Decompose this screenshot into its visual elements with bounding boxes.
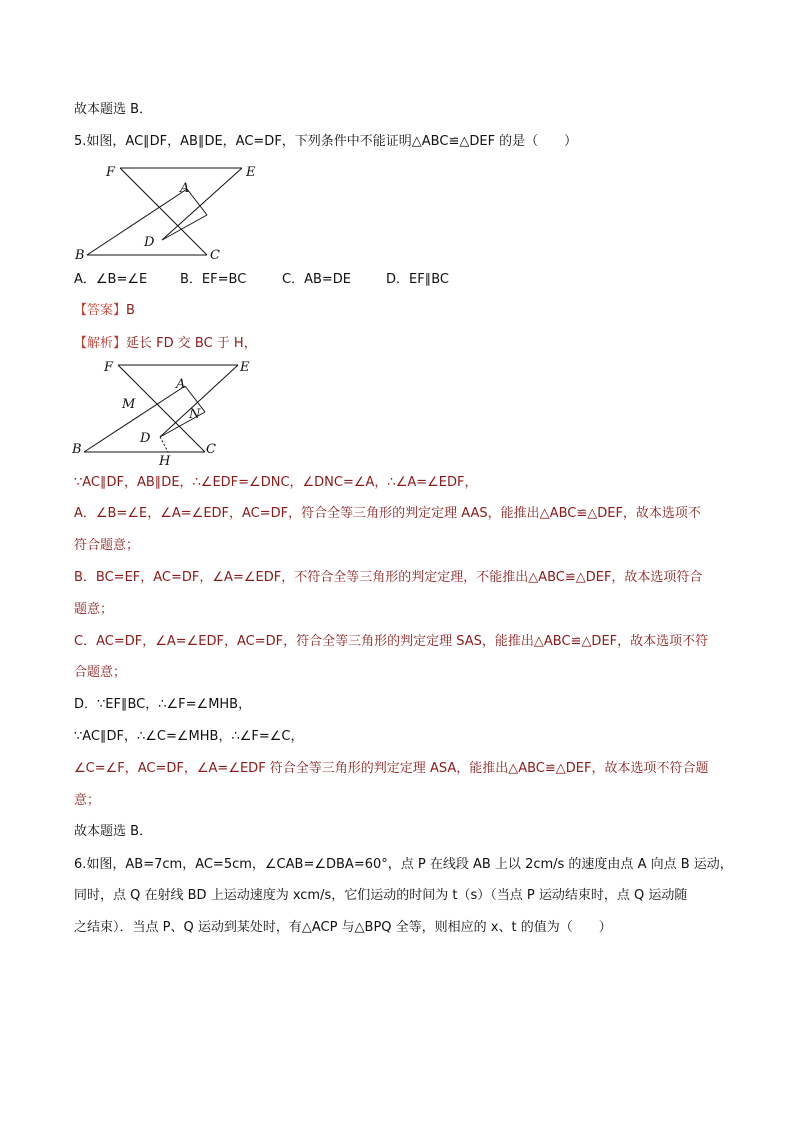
label-e: E (246, 165, 256, 180)
solution-a-1: A．∠B=∠E，∠A=∠EDF，AC=DF，符合全等三角形的判定定理 AAS，能推出△ABC≌△DEF，故本选项不 (74, 506, 701, 521)
label-d: D (144, 235, 155, 250)
answer-line (74, 302, 135, 320)
analysis-text: 延长 FD 交 BC 于 H， (126, 336, 257, 351)
label-a: A (180, 181, 190, 196)
solution-b-2: 题意； (74, 602, 114, 617)
solution-d-3: ∠C=∠F，AC=DF，∠A=∠EDF 符合全等三角形的判定定理 ASA，能推出△ABC≌△DEF，故本选项不符合题 (74, 761, 709, 776)
conclusion-line: 故本题选 B． (74, 102, 153, 117)
label-n: N (189, 407, 201, 422)
figure-1 (72, 158, 272, 260)
label-h: H (159, 454, 171, 467)
option-d: D．EF∥BC (386, 272, 449, 287)
solution-d-2: ∵AC∥DF，∴∠C=∠MHB，∴∠F=∠C， (74, 729, 304, 744)
answer-tag: 【答案】 (74, 303, 127, 318)
option-c: C．AB=DE (282, 272, 352, 287)
label-e: E (240, 360, 250, 375)
option-a: A．∠B=∠E (74, 272, 148, 287)
label-b: B (75, 248, 85, 260)
solution-c-1: C．AC=DF，∠A=∠EDF，AC=DF，符合全等三角形的判定定理 SAS，能推出△ABC≌△DEF，故本选项不符 (74, 634, 709, 649)
label-f: F (106, 165, 116, 180)
conclusion-line-2: 故本题选 B． (74, 824, 153, 839)
option-b: B．EF=BC (180, 272, 247, 287)
options-row (74, 271, 449, 289)
figure-2 (72, 355, 272, 467)
label-b: B (72, 442, 82, 457)
question-6-line-3: 之结束）．当点 P、Q 运动到某处时，有△ACP 与△BPQ 全等，则相应的 x、t 的值为（ ） (74, 920, 612, 935)
analysis-line (74, 335, 257, 353)
label-a: A (176, 377, 186, 392)
solution-c-2: 合题意； (74, 665, 127, 680)
solution-d-1: D．∵EF∥BC，∴∠F=∠MHB， (74, 697, 252, 712)
question-6-line-2: 同时，点 Q 在射线 BD 上运动速度为 xcm/s，它们运动的时间为 t（s）（当点 P 运动结束时，点 Q 运动随 (74, 888, 688, 903)
question-5: 5.如图，AC∥DF，AB∥DE，AC=DF，下列条件中不能证明△ABC≌△DEF 的是（ ） (74, 134, 578, 149)
label-m: M (122, 397, 136, 412)
answer-value: B (126, 303, 135, 318)
solution-a-2: 符合题意； (74, 538, 140, 553)
label-c: C (210, 248, 220, 260)
label-f: F (104, 360, 114, 375)
solution-b-1: B．BC=EF，AC=DF，∠A=∠EDF，不符合全等三角形的判定定理，不能推出△ABC≌△DEF，故本选项符合 (74, 570, 703, 585)
solution-d-4: 意； (74, 793, 101, 808)
label-c: C (206, 442, 216, 457)
analysis-tag: 【解析】 (74, 336, 127, 351)
question-6-line-1: 6.如图，AB=7cm，AC=5cm，∠CAB=∠DBA=60°，点 P 在线段 AB 上以 2cm/s 的速度由点 A 向点 B 运动， (74, 857, 733, 872)
label-d: D (140, 431, 151, 446)
solution-step-1: ∵AC∥DF，AB∥DE，∴∠EDF=∠DNC，∠DNC=∠A，∴∠A=∠EDF， (74, 475, 478, 490)
